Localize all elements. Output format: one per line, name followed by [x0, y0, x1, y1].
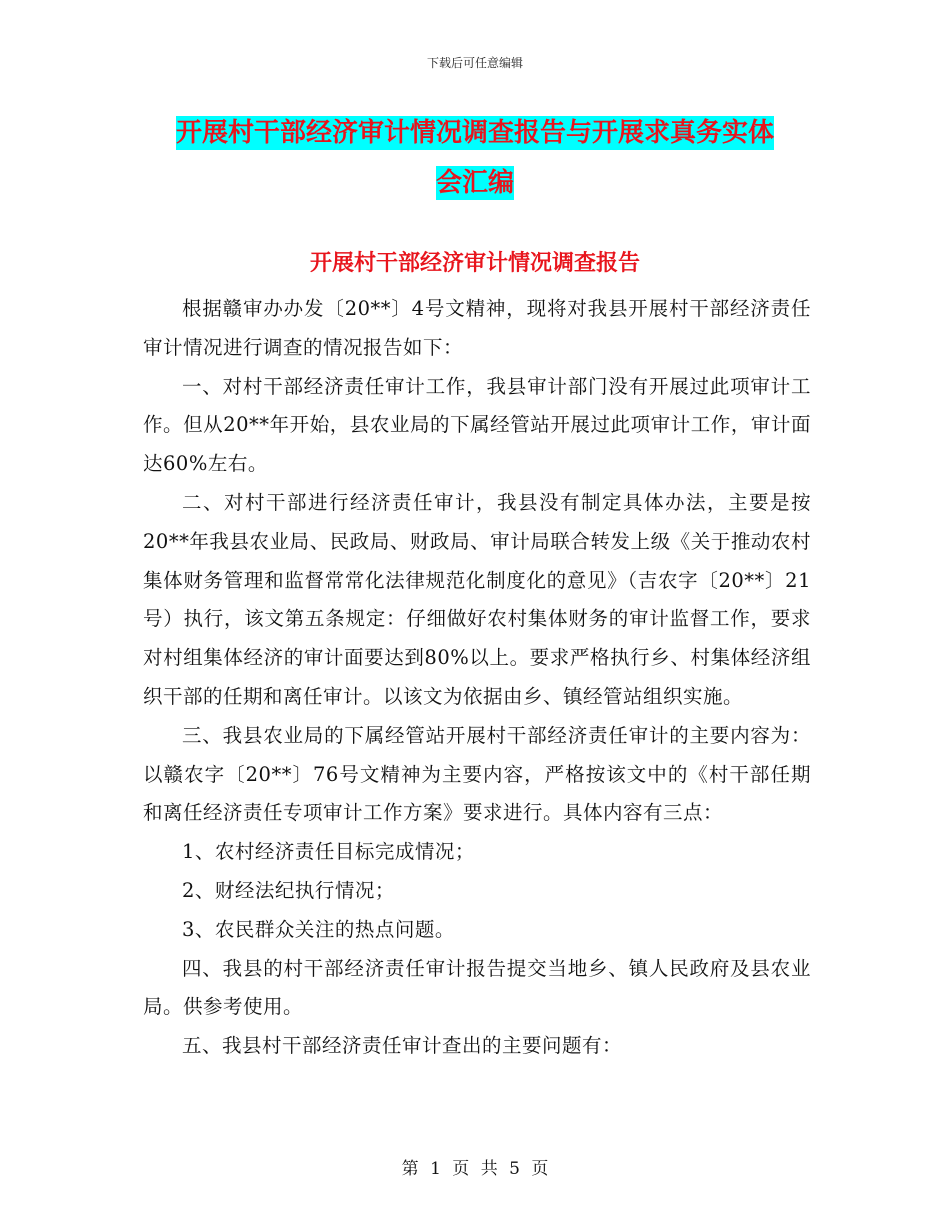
list-item: 1、农村经济责任目标完成情况； [182, 840, 475, 864]
section-title: 开展村干部经济审计情况调查报告 [309, 251, 640, 276]
document-title-line-2: 会汇编 [435, 168, 514, 198]
document-body [143, 290, 811, 1066]
header-note: 下载后可任意编辑 [426, 56, 523, 70]
list-item: 2、财经法纪执行情况； [182, 878, 395, 902]
list-item: 3、农民群众关注的热点问题。 [182, 917, 455, 941]
paragraph: 一、对村干部经济责任审计工作，我县审计部门没有开展过此项审计工作。但从20**年开始，县农业局的下属经管站开展过此项审计工作，审计面达60%左右。 [143, 374, 811, 476]
paragraph: 二、对村干部进行经济责任审计，我县没有制定具体办法，主要是按20**年我县农业局、民政局、财政局、审计局联合转发上级《关于推动农村集体财务管理和监督常常化法律规范化制度化的意见》（吉农字〔20**〕21号）执行，该文第五条规定：仔细做好农村集体财务的审计监督工作，要求对村组集体经济的审计面要达到80%以上。要求严格执行乡、村集体经济组织干部的任期和离任审计。以该文为依据由乡、镇经管站组织实施。 [143, 490, 811, 708]
page-footer: 第 1 页 共 5 页 [401, 1159, 549, 1179]
paragraph: 四、我县的村干部经济责任审计报告提交当地乡、镇人民政府及县农业局。供参考使用。 [143, 956, 811, 1019]
document-title [140, 108, 810, 208]
paragraph: 五、我县村干部经济责任审计查出的主要问题有： [182, 1034, 623, 1058]
paragraph: 三、我县农业局的下属经管站开展村干部经济责任审计的主要内容为：以赣农字〔20**〕76号文精神为主要内容，严格按该文中的《村干部任期和离任经济责任专项审计工作方案》要求进行。具体内容有三点： [143, 723, 811, 825]
paragraph: 根据赣审办办发〔20**〕4号文精神，现将对我县开展村干部经济责任审计情况进行调查的情况报告如下： [143, 297, 811, 359]
document-title-line-1: 开展村干部经济审计情况调查报告与开展求真务实体 [175, 118, 774, 148]
